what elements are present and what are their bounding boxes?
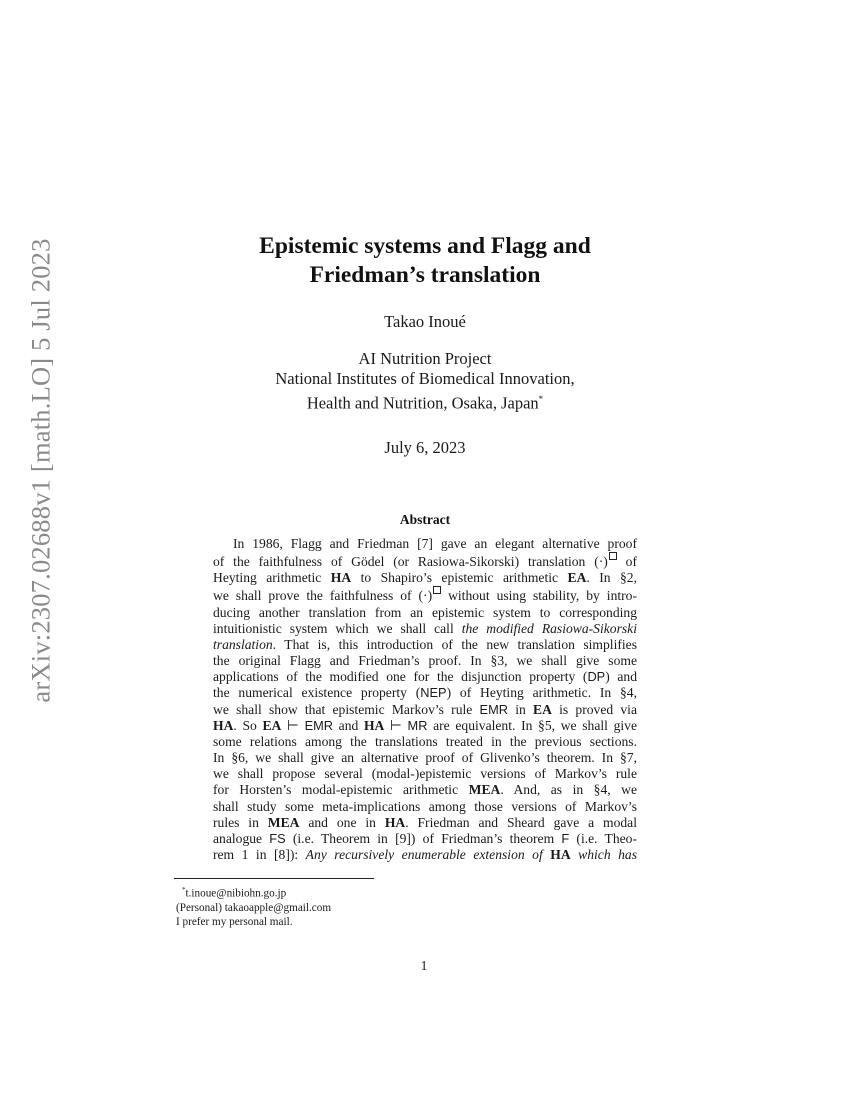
box-modality-icon [609,552,617,560]
abstract-body [213,536,637,863]
abstract-line: the original Flagg and Friedman’s proof. In §3, we shall give some [213,653,637,669]
abstract-line: we shall propose several (modal-)epistemic versions of Markov’s rule [213,766,637,782]
abstract-line: translation. That is, this introduction of the new translation simplifies [213,636,637,652]
abstract-line: the numerical existence property (NEP) of Heyting arithmetic. In §4, [213,685,637,701]
abstract-line: for Horsten’s modal-epistemic arithmetic MEA. And, as in §4, we [213,782,637,798]
abstract-line: rem 1 in [8]): Any recursively enumerable extension of HA which has [213,846,637,862]
abstract-line: rules in MEA and one in HA. Friedman and Sheard gave a modal [213,814,637,830]
affiliation-line-1: AI Nutrition Project [358,349,492,368]
footnote-mark[interactable]: * [538,394,544,404]
footnotes [176,883,476,929]
affiliation-line-2: National Institutes of Biomedical Innovation, [275,369,575,388]
footnote-note: I prefer my personal mail. [176,915,293,928]
abstract-line: In §6, we shall give an alternative proof of Glivenko’s theorem. In §7, [213,750,637,766]
abstract-line: some relations among the translations treated in the previous sections. [213,733,637,749]
page-number: 1 [420,958,428,973]
footnote-email-work: *t.inoue@nibiohn.go.jp [182,886,287,900]
arxiv-identifier-stamp [21,237,61,703]
box-modality-icon [433,586,441,594]
abstract-line: Heyting arithmetic HA to Shapiro’s epistemic arithmetic EA. In §2, [213,570,637,586]
affiliation-line-3: Health and Nutrition, Osaka, Japan* [306,393,544,413]
footnote-email-personal: (Personal) takaoapple@gmail.com [176,901,332,914]
affiliation [170,349,680,414]
abstract-heading: Abstract [399,512,451,527]
title-line-1: Epistemic systems and Flagg and [259,233,591,259]
abstract-line: In 1986, Flagg and Friedman [7] gave an elegant alternative proof [233,536,637,551]
abstract-line: ducing another translation from an epistemic system to corresponding [213,604,637,620]
paper-date: July 6, 2023 [384,438,466,457]
abstract-line: we shall prove the faithfulness of (·) without using stability, by intro- [213,588,637,604]
abstract-line: of the faithfulness of Gödel (or Rasiowa-Sikorski) translation (·) of [213,554,637,570]
abstract-line: HA. So EA ⊢ EMR and HA ⊢ MR are equivalent. In §5, we shall give [213,717,637,733]
abstract-line: intuitionistic system which we shall call the modified Rasiowa-Sikorski [213,620,637,636]
author-name: Takao Inoué [384,312,466,331]
arxiv-identifier-text: arXiv:2307.02688v1 [math.LO] 5 Jul 2023 [25,237,56,703]
footnote-divider [174,878,374,879]
abstract-line: shall study some meta-implications among those versions of Markov’s [213,798,637,814]
abstract-line: analogue FS (i.e. Theorem in [9]) of Friedman’s theorem F (i.e. Theo- [213,830,637,846]
title-line-2: Friedman’s translation [309,262,541,288]
abstract-line: applications of the modified one for the disjunction property (DP) and [213,669,638,685]
paper-title [170,232,680,290]
abstract-line: we shall show that epistemic Markov’s rule EMR in EA is proved via [213,701,637,717]
